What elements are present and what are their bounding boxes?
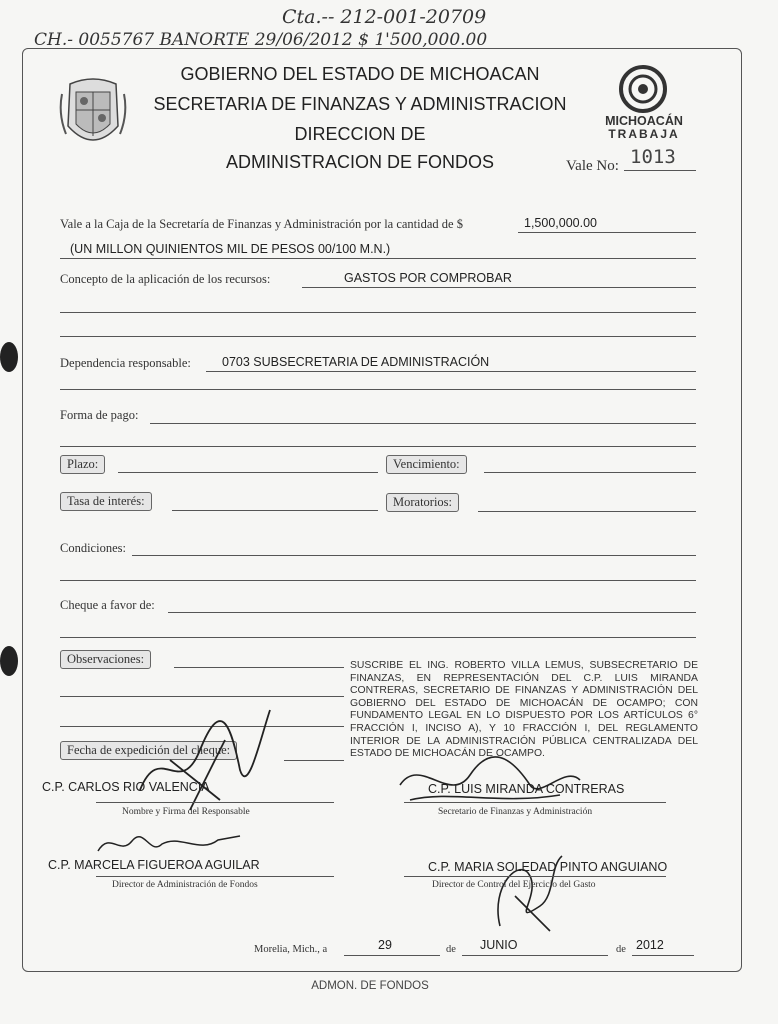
date-month: JUNIO [480,938,518,952]
handwritten-account: Cta.-- 212-001-20709 [282,6,487,28]
amount-value: 1,500,000.00 [524,216,597,230]
signer2-role: Secretario de Finanzas y Administración [438,807,593,817]
date-place: Morelia, Mich., a [254,944,328,955]
date-de-1: de [446,944,456,955]
tasa-label: Tasa de interés: [60,492,152,511]
footer-label: ADMON. DE FONDOS [311,980,429,992]
michoacan-logo-icon [618,64,668,114]
condiciones-label: Condiciones: [60,541,126,555]
signer3-name: C.P. MARCELA FIGUEROA AGUILAR [48,858,260,872]
dependencia-value: 0703 SUBSECRETARIA DE ADMINISTRACIÓN [222,355,490,369]
forma-pago-label: Forma de pago: [60,408,139,422]
date-day: 29 [378,938,392,952]
date-de-2: de [616,944,626,955]
intro-label: Vale a la Caja de la Secretaría de Finanzas y Administración por la cantidad de $ [60,217,463,231]
signer1-name: C.P. CARLOS RIO VALENCIA [42,780,210,794]
signer4-name: C.P. MARIA SOLEDAD PINTO ANGUIANO [428,860,668,874]
header-secretaria: SECRETARIA DE FINANZAS Y ADMINISTRACION [153,94,567,114]
fecha-expedicion-label: Fecha de expedición del cheque: [60,741,237,760]
dependencia-label: Dependencia responsable: [60,356,191,370]
header-direccion: DIRECCION DE [294,124,426,144]
plazo-label: Plazo: [60,455,105,474]
signature-luis-icon [390,745,593,817]
signer3-role: Director de Administración de Fondos [112,880,258,890]
signer1-role: Nombre y Firma del Responsable [122,807,250,817]
date-year: 2012 [636,938,664,952]
concepto-label: Concepto de la aplicación de los recursos: [60,272,271,286]
cheque-label: Cheque a favor de: [60,598,155,612]
vencimiento-label: Vencimiento: [386,455,467,474]
brand-michoacan: MICHOACÁN [605,114,683,128]
vale-label: Vale No: [566,158,619,174]
observaciones-label: Observaciones: [60,650,151,669]
amount-words: (UN MILLON QUINIENTOS MIL DE PESOS 00/100 M.N.) [70,242,391,256]
header-fondos: ADMINISTRACION DE FONDOS [225,152,494,172]
signer4-role: Director de Control del Ejercicio del Gasto [432,880,596,890]
moratorios-label: Moratorios: [386,493,459,512]
header-government: GOBIERNO DEL ESTADO DE MICHOACAN [180,64,540,84]
punch-hole-top [0,342,18,372]
punch-hole-bottom [0,646,18,676]
concepto-value: GASTOS POR COMPROBAR [344,271,512,285]
vale-number: 1013 [630,146,676,168]
signer2-name: C.P. LUIS MIRANDA CONTRERAS [428,782,625,796]
legal-text: SUSCRIBE EL ING. ROBERTO VILLA LEMUS, SUBSECRETARIO DE FINANZAS, EN REPRESENTACIÓN DEL C.P. LUIS MIRANDA CONTRERAS, SECRETARIO DE FINANZAS Y ADMINISTRACIÓN DEL GOBIERNO DEL ESTADO DE MICHOACÁN DE OCAMPO; CON FUNDAMENTO LEGAL EN LO DISPUESTO POR LOS ARTÍCULOS 6° FRACCIÓN I, INCISO A), Y 10 FRACCIÓN I, DEL REGLAMENTO INTERIOR DE LA ADMINISTRACIÓN PÚBLICA CENTRALIZADA DEL ESTADO DE MICHOACÁN DE OCAMPO. [350,660,698,760]
brand-trabaja: TRABAJA [608,127,680,141]
coat-of-arms-icon [58,74,128,156]
handwritten-cheque-note: CH.- 0055767 BANORTE 29/06/2012 $ 1'500,000.00 [34,30,488,50]
